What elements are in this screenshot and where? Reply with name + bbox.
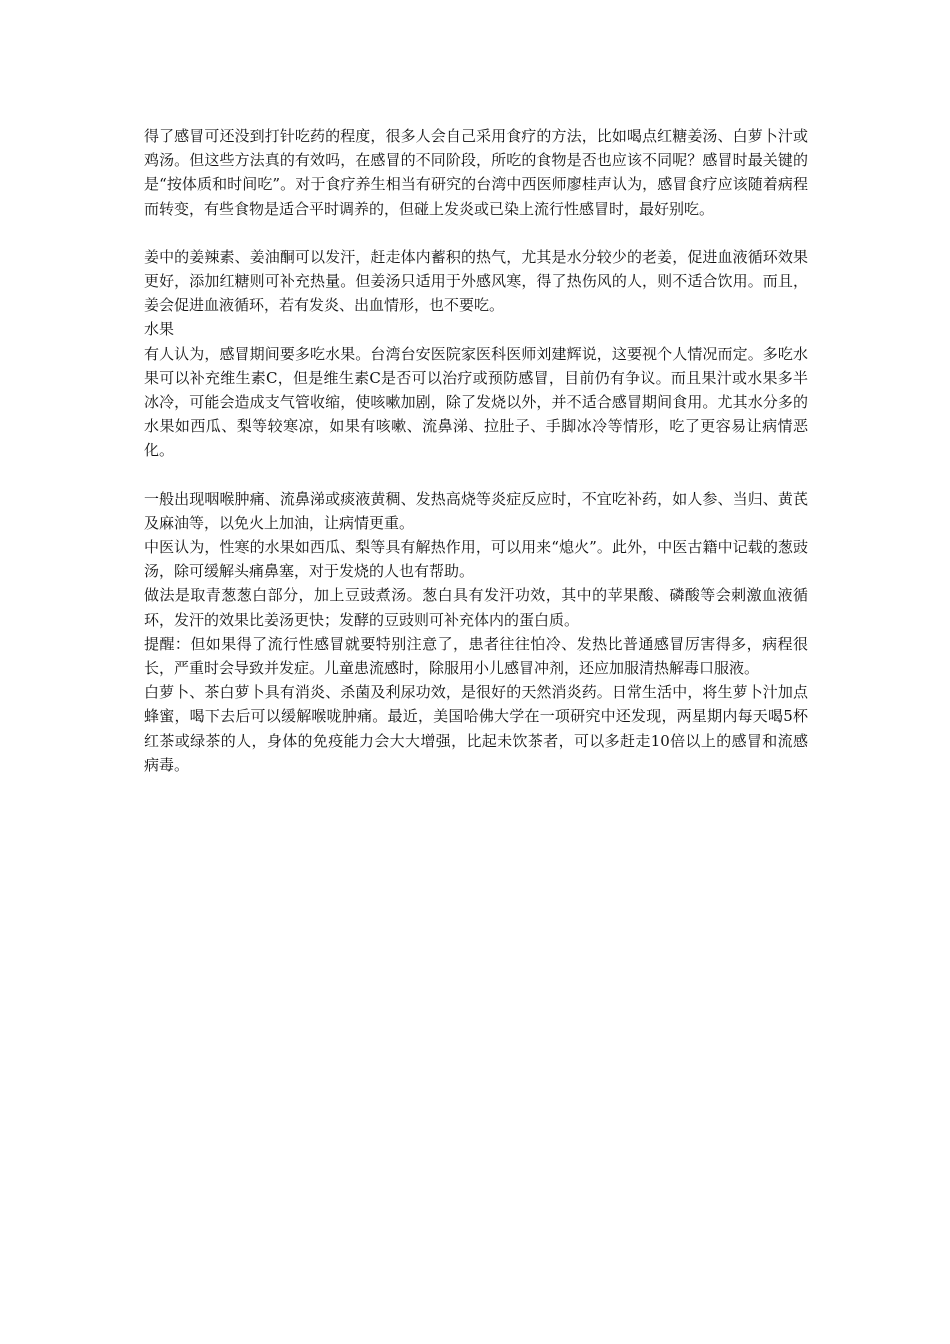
paragraph-intro: 得了感冒可还没到打针吃药的程度，很多人会自己采用食疗的方法，比如喝点红糖姜汤、白萝卜汁或鸡汤。但这些方法真的有效吗，在感冒的不同阶段，所吃的食物是否也应该不同呢？感冒时最关键的是“按体质和时间吃”。对于食疗养生相当有研究的台湾中西医师廖桂声认为，感冒食疗应该随着病程而转变，有些食物是适合平时调养的，但碰上发炎或已染上流行性感冒时，最好别吃。 — [144, 127, 808, 218]
paragraph-fruit: 有人认为，感冒期间要多吃水果。台湾台安医院家医科医师刘建辉说，这要视个人情况而定。多吃水果可以补充维生素C，但是维生素C是否可以治疗或预防感冒，目前仍有争议。而且果汁或水果多半冰冷，可能会造成支气管收缩，使咳嗽加剧，除了发烧以外，并不适合感冒期间食用。尤其水分多的水果如西瓜、梨等较寒凉，如果有咳嗽、流鼻涕、拉肚子、手脚冰冷等情形，吃了更容易让病情恶化。 — [144, 344, 808, 460]
paragraph-spacer — [144, 463, 808, 487]
paragraph-tonic: 一般出现咽喉肿痛、流鼻涕或痰液黄稠、发热高烧等炎症反应时，不宜吃补药，如人参、当归、黄芪及麻油等，以免火上加油，让病情更重。 — [144, 489, 808, 532]
document-body — [144, 124, 808, 777]
paragraph-reminder: 提醒：但如果得了流行性感冒就要特别注意了，患者往往怕冷、发热比普通感冒厉害得多，病程很长，严重时会导致并发症。儿童患流感时，除服用小儿感冒冲剂，还应加服清热解毒口服液。 — [144, 634, 808, 678]
paragraph-tcm: 中医认为，性寒的水果如西瓜、梨等具有解热作用，可以用来“熄火”。此外，中医古籍中记载的葱豉汤，除可缓解头痛鼻塞，对于发烧的人也有帮助。 — [144, 538, 808, 581]
section-heading-fruit: 水果 — [144, 320, 175, 339]
paragraph-recipe: 做法是取青葱葱白部分，加上豆豉煮汤。葱白具有发汗功效，其中的苹果酸、磷酸等会刺激血液循环，发汗的效果比姜汤更快；发酵的豆豉则可补充体内的蛋白质。 — [144, 586, 808, 629]
paragraph-ginger: 姜中的姜辣素、姜油酮可以发汗，赶走体内蓄积的热气，尤其是水分较少的老姜，促进血液循环效果更好，添加红糖则可补充热量。但姜汤只适用于外感风寒，得了热伤风的人，则不适合饮用。而且，姜会促进血液循环，若有发炎、出血情形，也不要吃。 — [144, 247, 808, 315]
paragraph-radish-tea: 白萝卜、茶白萝卜具有消炎、杀菌及利尿功效，是很好的天然消炎药。日常生活中，将生萝卜汁加点蜂蜜，喝下去后可以缓解喉咙肿痛。最近，美国哈佛大学在一项研究中还发现，两星期内每天喝5杯红茶或绿茶的人，身体的免疫能力会大大增强，比起未饮茶者，可以多赶走10倍以上的感冒和流感病毒。 — [144, 683, 808, 774]
paragraph-spacer — [144, 221, 808, 245]
